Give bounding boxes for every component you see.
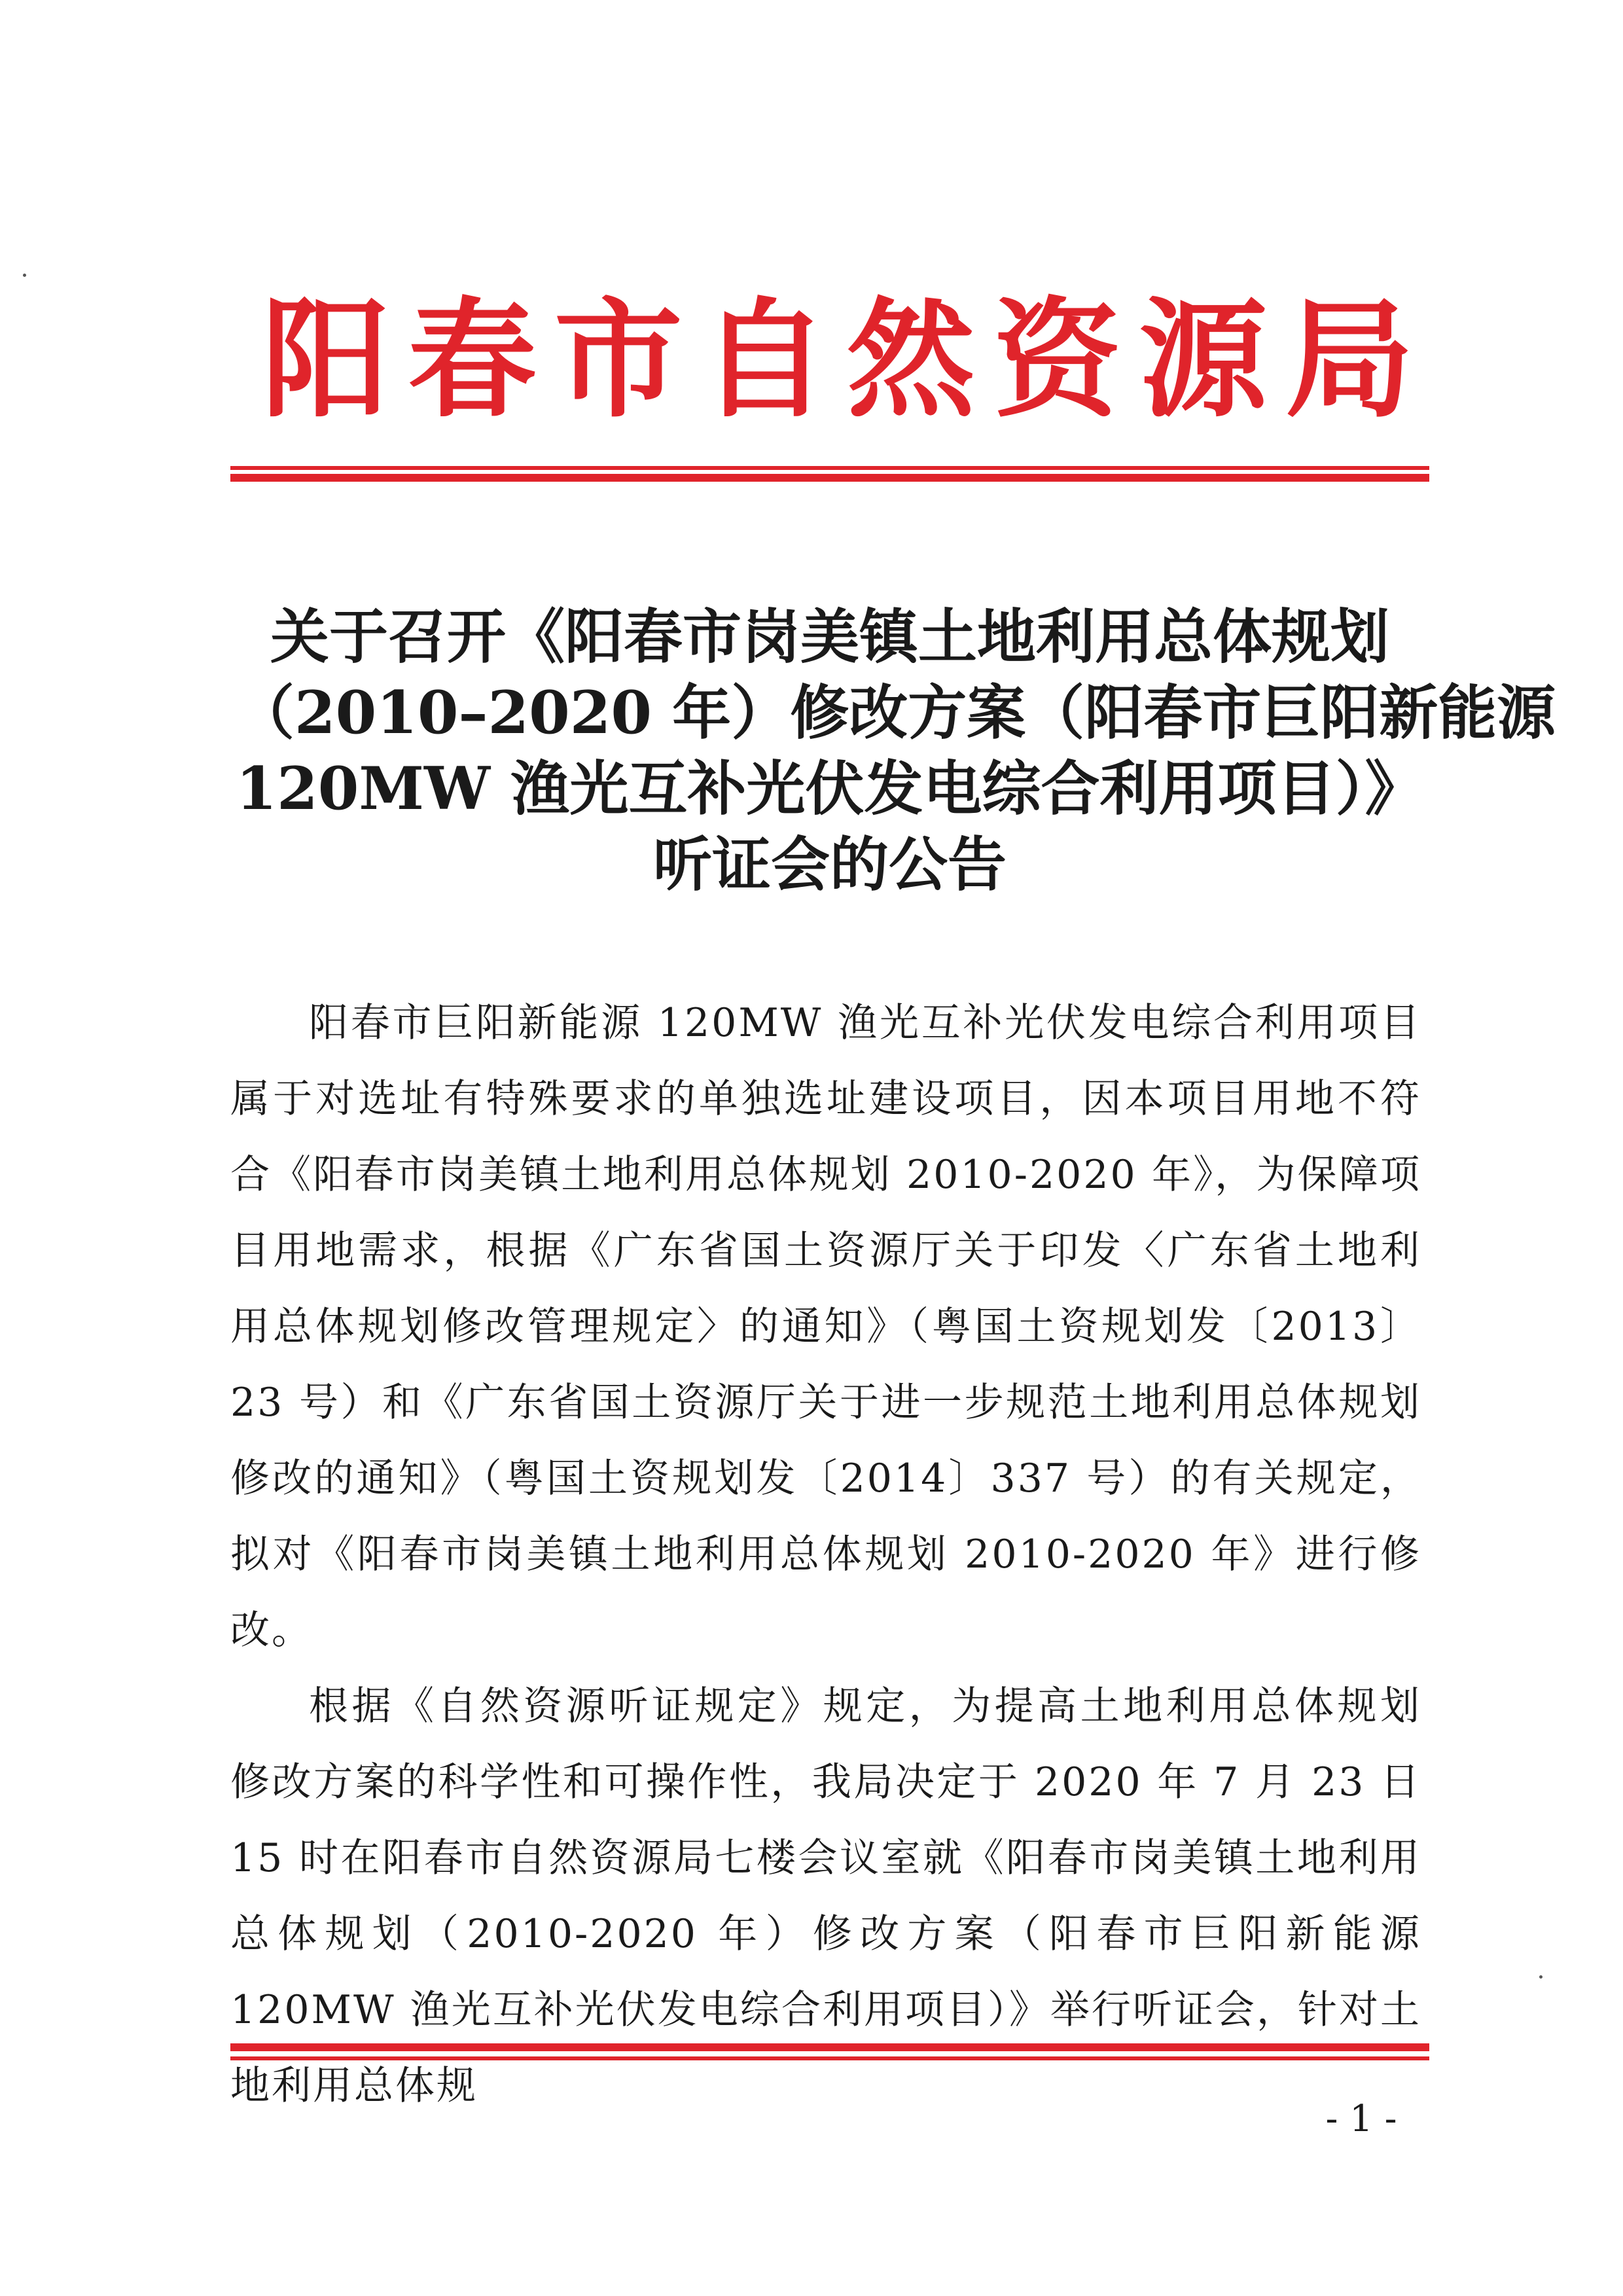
header-divider-thin bbox=[230, 466, 1429, 470]
scan-speck bbox=[23, 274, 26, 277]
page-number: - 1 - bbox=[1325, 2098, 1397, 2140]
title-line: 听证会的公告 bbox=[653, 830, 1007, 899]
body-paragraph: 根据《自然资源听证规定》规定，为提高土地利用总体规划修改方案的科学性和可操作性，我局决定于 2020 年 7 月 23 日 15 时在阳春市自然资源局七楼会议室就《阳春市岗美镇土地利用总体规划（2010-2020 年）修改方案（阳春市巨阳新能源 120MW 渔光互补光伏发电综合利用项目）》举行听证会，针对土地利用总体规 bbox=[230, 1683, 1421, 2109]
document-body bbox=[230, 985, 1421, 2124]
document-title bbox=[236, 599, 1556, 903]
organization-header bbox=[262, 281, 1414, 439]
footer-divider-thick bbox=[230, 2043, 1429, 2051]
org-char: 阳 bbox=[262, 285, 391, 435]
org-char: 自 bbox=[700, 285, 829, 435]
org-char: 春 bbox=[408, 285, 537, 435]
org-char: 资 bbox=[993, 285, 1122, 435]
org-char: 然 bbox=[846, 285, 975, 435]
footer-divider-thin bbox=[230, 2056, 1429, 2060]
scan-speck bbox=[1539, 1975, 1543, 1979]
body-paragraph: 阳春市巨阳新能源 120MW 渔光互补光伏发电综合利用项目属于对选址有特殊要求的单独选址建设项目，因本项目用地不符合《阳春市岗美镇土地利用总体规划 2010-2020 年》，为保障项目用地需求，根据《广东省国土资源厅关于印发〈广东省土地利用总体规划修改管理规定〉的通知》（粤国土资规划发〔2013〕23 号）和《广东省国土资源厅关于进一步规范土地利用总体规划修改的通知》（粤国土资规划发〔2014〕337 号）的有关规定，拟对《阳春市岗美镇土地利用总体规划 2010-2020 年》进行修改。 bbox=[230, 1000, 1421, 1653]
header-divider-thick bbox=[230, 474, 1429, 482]
title-line: （2010–2020 年）修改方案（阳春市巨阳新能源 bbox=[236, 678, 1556, 747]
org-char: 局 bbox=[1285, 285, 1414, 435]
title-line: 120MW 渔光互补光伏发电综合利用项目）》 bbox=[236, 754, 1424, 823]
org-char: 源 bbox=[1139, 285, 1268, 435]
title-line: 关于召开《阳春市岗美镇土地利用总体规划 bbox=[270, 602, 1389, 672]
org-char: 市 bbox=[554, 285, 683, 435]
